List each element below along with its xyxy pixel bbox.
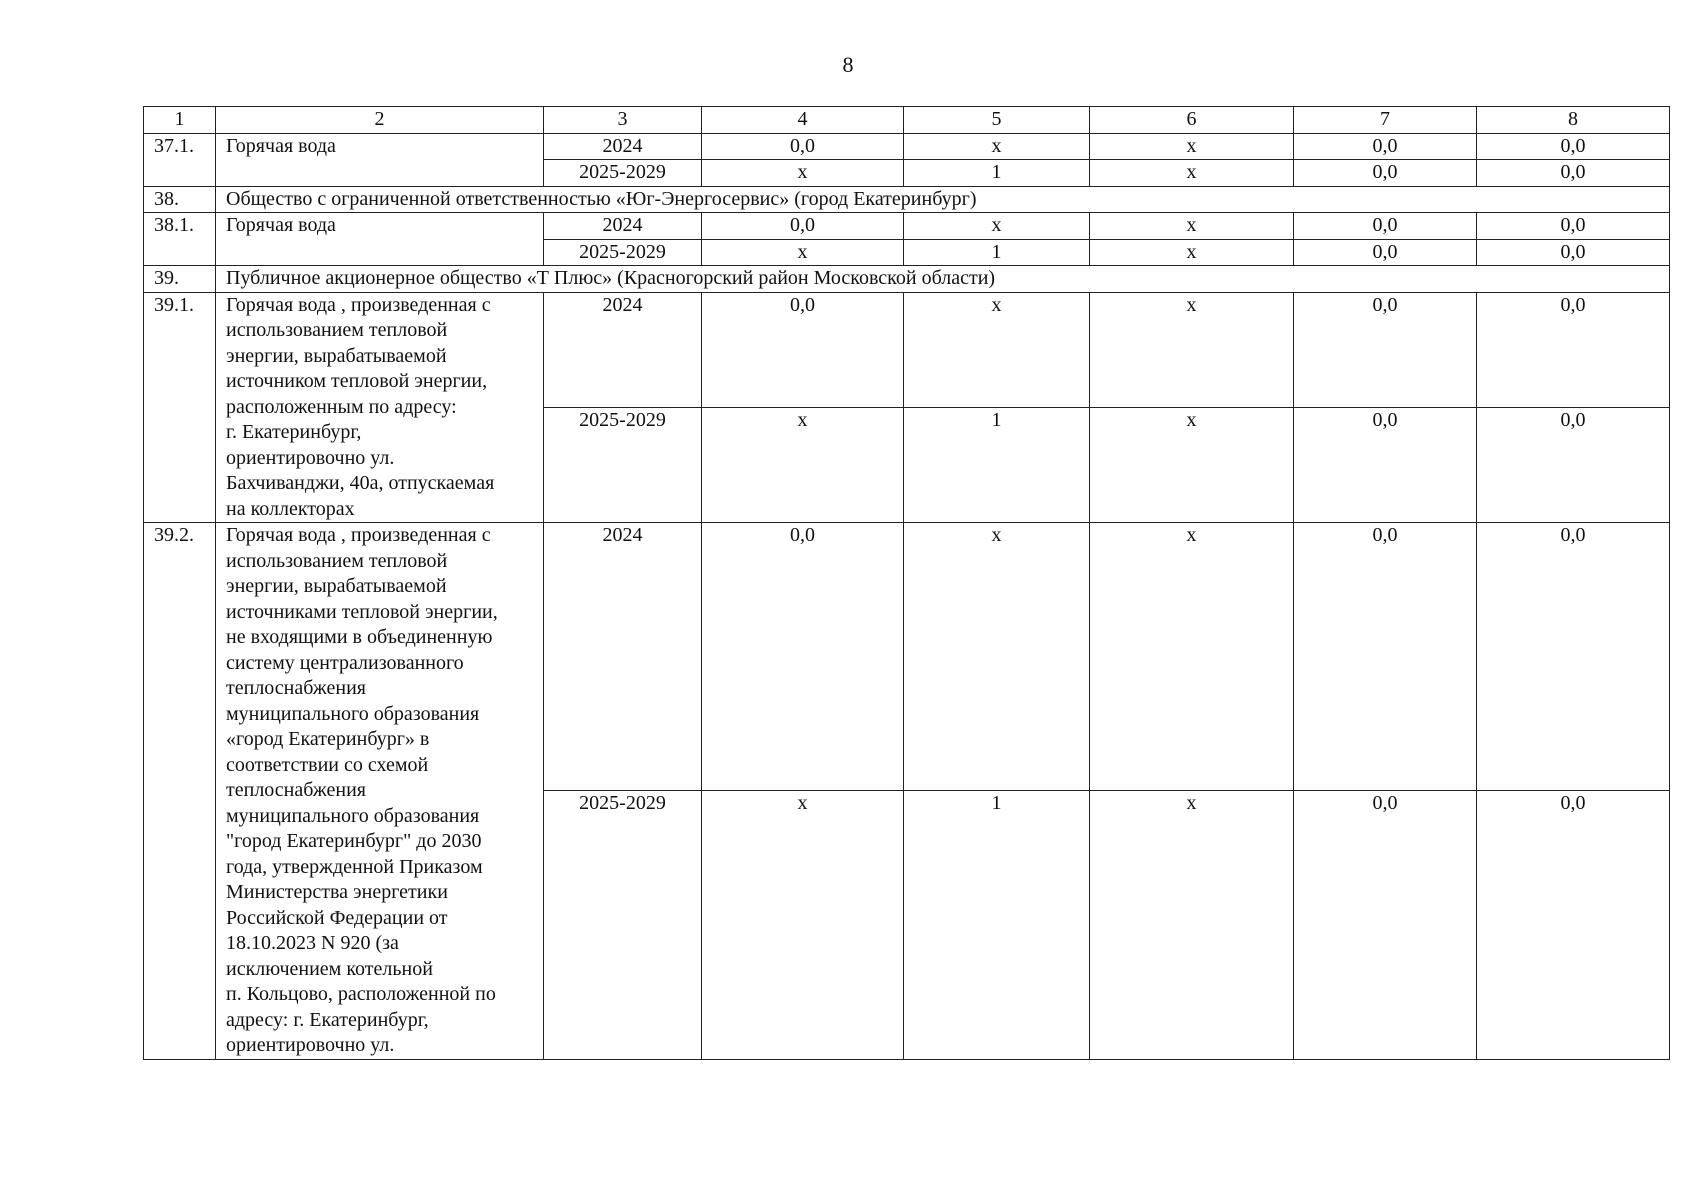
period-cell: 2024 bbox=[544, 133, 702, 160]
column-header-2: 2 bbox=[216, 107, 544, 134]
col6-cell: х bbox=[1090, 133, 1294, 160]
column-header-7: 7 bbox=[1294, 107, 1477, 134]
col6-cell: х bbox=[1090, 160, 1294, 187]
description-line: источником тепловой энергии, bbox=[226, 370, 488, 392]
description-line: адресу: г. Екатеринбург, bbox=[226, 1008, 429, 1031]
col6-cell: х bbox=[1090, 407, 1294, 522]
column-header-3: 3 bbox=[544, 107, 702, 134]
service-description: Горячая вода bbox=[216, 213, 544, 266]
tariff-table bbox=[143, 106, 1670, 1060]
col5-cell: 1 bbox=[904, 791, 1090, 1059]
row-number: 38. bbox=[144, 186, 216, 213]
row-number: 38.1. bbox=[144, 213, 216, 266]
organization-name: Публичное акционерное общество «Т Плюс» (Красногорский район Московской области) bbox=[216, 266, 1670, 293]
service-description bbox=[216, 523, 544, 1060]
description-line: ориентировочно ул. bbox=[226, 1034, 395, 1056]
description-line: Горячая вода , произведенная с bbox=[226, 524, 491, 546]
column-header-6: 6 bbox=[1090, 107, 1294, 134]
col5-cell: 1 bbox=[904, 160, 1090, 187]
description-line: Российской Федерации от bbox=[226, 906, 448, 929]
col6-cell: х bbox=[1090, 292, 1294, 407]
col8-cell: 0,0 bbox=[1477, 213, 1670, 240]
organization-row bbox=[144, 266, 1670, 293]
organization-name: Общество с ограниченной ответственностью «Юг-Энергосервис» (город Екатеринбург) bbox=[216, 186, 1670, 213]
row-number: 39.2. bbox=[144, 523, 216, 1060]
table-row bbox=[144, 292, 1670, 407]
period-cell: 2024 bbox=[544, 292, 702, 407]
description-line: Горячая вода , произведенная с bbox=[226, 293, 491, 316]
column-header-1: 1 bbox=[144, 107, 216, 134]
col4-cell: 0,0 bbox=[702, 523, 904, 791]
col5-cell: х bbox=[904, 292, 1090, 407]
row-number: 39. bbox=[144, 266, 216, 293]
column-header-5: 5 bbox=[904, 107, 1090, 134]
table-row bbox=[144, 213, 1670, 240]
table-row bbox=[144, 523, 1670, 791]
description-line: ориентировочно ул. bbox=[226, 446, 395, 469]
col4-cell: 0,0 bbox=[702, 213, 904, 240]
description-line: 18.10.2023 N 920 (за bbox=[226, 932, 399, 954]
description-line: п. Кольцово, расположенной по bbox=[226, 983, 496, 1005]
period-cell: 2024 bbox=[544, 523, 702, 791]
col7-cell: 0,0 bbox=[1294, 523, 1477, 791]
column-header-8: 8 bbox=[1477, 107, 1670, 134]
row-number: 39.1. bbox=[144, 292, 216, 523]
description-line: «город Екатеринбург» в bbox=[226, 728, 430, 750]
description-line: не входящими в объединенную bbox=[226, 626, 493, 648]
col8-cell: 0,0 bbox=[1477, 791, 1670, 1059]
period-cell: 2025-2029 bbox=[544, 407, 702, 522]
organization-row bbox=[144, 186, 1670, 213]
col8-cell: 0,0 bbox=[1477, 239, 1670, 266]
description-line: Министерства энергетики bbox=[226, 881, 448, 903]
col8-cell: 0,0 bbox=[1477, 160, 1670, 187]
description-line: расположенным по адресу: bbox=[226, 395, 457, 418]
period-cell: 2024 bbox=[544, 213, 702, 240]
period-cell: 2025-2029 bbox=[544, 239, 702, 266]
col4-cell: 0,0 bbox=[702, 133, 904, 160]
page-number: 8 bbox=[842, 52, 854, 77]
col4-cell: 0,0 bbox=[702, 292, 904, 407]
col4-cell: х bbox=[702, 160, 904, 187]
col6-cell: х bbox=[1090, 239, 1294, 266]
col7-cell: 0,0 bbox=[1294, 239, 1477, 266]
service-description: Горячая вода bbox=[216, 133, 544, 186]
description-line: источниками тепловой энергии, bbox=[226, 600, 498, 623]
col7-cell: 0,0 bbox=[1294, 160, 1477, 187]
service-description bbox=[216, 292, 544, 523]
col5-cell: 1 bbox=[904, 239, 1090, 266]
description-line: теплоснабжения bbox=[226, 779, 366, 801]
description-line: "город Екатеринбург" до 2030 bbox=[226, 830, 482, 852]
column-header-4: 4 bbox=[702, 107, 904, 134]
description-line: исключением котельной bbox=[226, 957, 433, 980]
col4-cell: х bbox=[702, 239, 904, 266]
description-line: муниципального образования bbox=[226, 804, 480, 827]
table-header-row bbox=[144, 107, 1670, 134]
description-line: систему централизованного bbox=[226, 651, 464, 674]
col6-cell: х bbox=[1090, 213, 1294, 240]
col6-cell: х bbox=[1090, 791, 1294, 1059]
col7-cell: 0,0 bbox=[1294, 407, 1477, 522]
col7-cell: 0,0 bbox=[1294, 791, 1477, 1059]
table-row bbox=[144, 133, 1670, 160]
col8-cell: 0,0 bbox=[1477, 523, 1670, 791]
col5-cell: 1 bbox=[904, 407, 1090, 522]
description-line: на коллекторах bbox=[226, 497, 355, 520]
description-line: использованием тепловой bbox=[226, 549, 448, 572]
col7-cell: 0,0 bbox=[1294, 133, 1477, 160]
description-line: года, утвержденной Приказом bbox=[226, 855, 483, 878]
period-cell: 2025-2029 bbox=[544, 791, 702, 1059]
period-cell: 2025-2029 bbox=[544, 160, 702, 187]
description-line: теплоснабжения bbox=[226, 677, 366, 699]
col7-cell: 0,0 bbox=[1294, 292, 1477, 407]
col5-cell: х bbox=[904, 133, 1090, 160]
col4-cell: х bbox=[702, 791, 904, 1059]
description-line: г. Екатеринбург, bbox=[226, 421, 362, 443]
description-line: использованием тепловой bbox=[226, 319, 448, 341]
description-line: энергии, вырабатываемой bbox=[226, 575, 447, 597]
description-line: Бахчиванджи, 40а, отпускаемая bbox=[226, 472, 495, 494]
col8-cell: 0,0 bbox=[1477, 407, 1670, 522]
col5-cell: х bbox=[904, 213, 1090, 240]
col8-cell: 0,0 bbox=[1477, 292, 1670, 407]
col4-cell: х bbox=[702, 407, 904, 522]
description-line: муниципального образования bbox=[226, 702, 480, 725]
row-number: 37.1. bbox=[144, 133, 216, 186]
description-line: соответствии со схемой bbox=[226, 753, 429, 776]
description-line: энергии, вырабатываемой bbox=[226, 344, 447, 367]
col5-cell: х bbox=[904, 523, 1090, 791]
col7-cell: 0,0 bbox=[1294, 213, 1477, 240]
col6-cell: х bbox=[1090, 523, 1294, 791]
col8-cell: 0,0 bbox=[1477, 133, 1670, 160]
